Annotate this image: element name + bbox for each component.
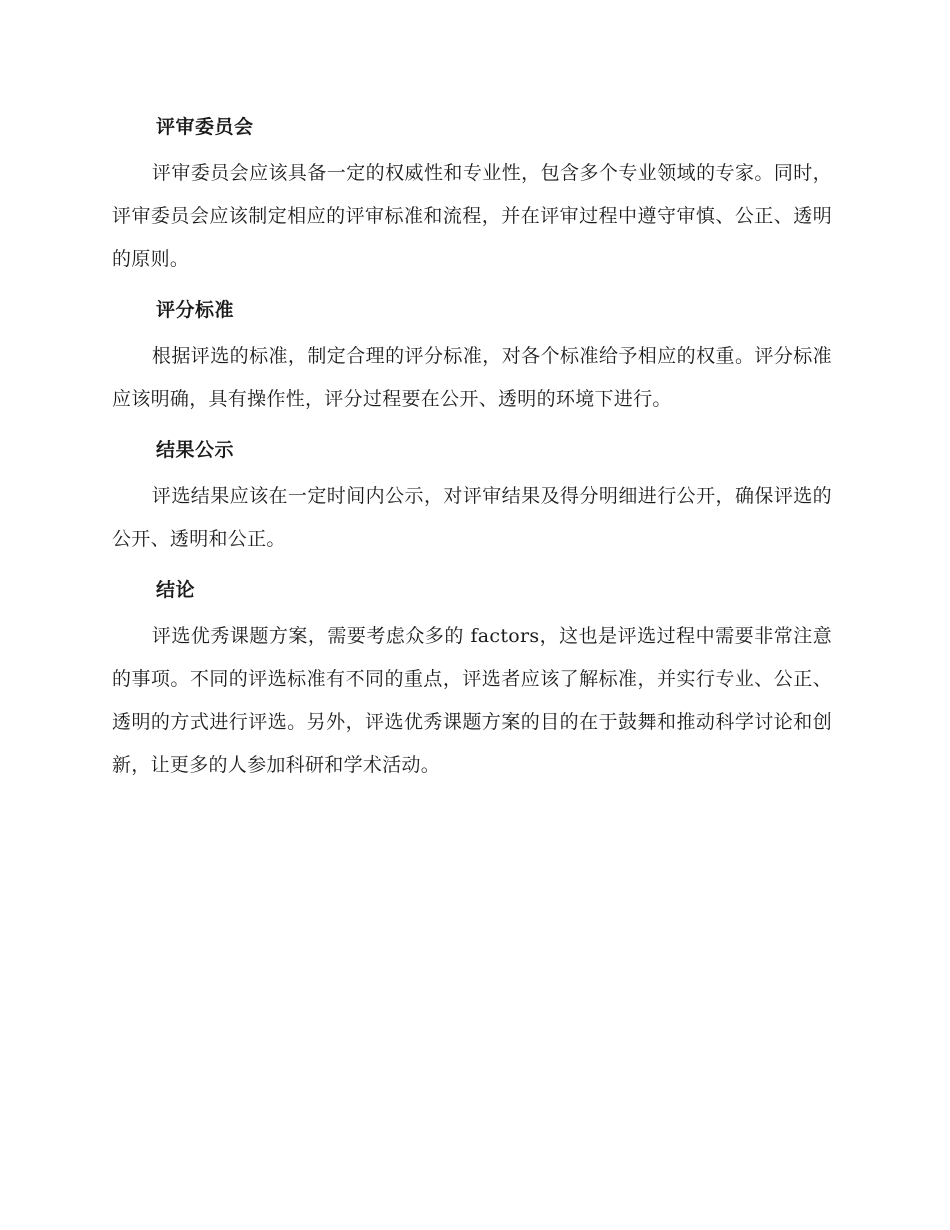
- section-conclusion: [112, 571, 832, 787]
- section-review-committee: [112, 108, 832, 281]
- section-paragraph: 根据评选的标准，制定合理的评分标准，对各个标准给予相应的权重。评分标准应该明确，具有操作性，评分过程要在公开、透明的环境下进行。: [112, 345, 832, 410]
- section-heading: 评审委员会: [156, 116, 254, 138]
- section-heading: 结果公示: [156, 439, 235, 461]
- section-heading: 评分标准: [156, 299, 235, 321]
- section-scoring-criteria: [112, 291, 832, 421]
- section-heading: 结论: [156, 579, 196, 601]
- section-result-announcement: [112, 431, 832, 561]
- section-paragraph: 评审委员会应该具备一定的权威性和专业性，包含多个专业领域的专家。同时，评审委员会应该制定相应的评审标准和流程，并在评审过程中遵守审慎、公正、透明的原则。: [112, 162, 832, 270]
- section-paragraph: 评选结果应该在一定时间内公示，对评审结果及得分明细进行公开，确保评选的公开、透明和公正。: [112, 485, 832, 550]
- document-page: [112, 108, 832, 797]
- section-paragraph: 评选优秀课题方案，需要考虑众多的 factors，这也是评选过程中需要非常注意的事项。不同的评选标准有不同的重点，评选者应该了解标准，并实行专业、公正、透明的方式进行评选。另外，评选优秀课题方案的目的在于鼓舞和推动科学讨论和创新，让更多的人参加科研和学术活动。: [112, 625, 832, 776]
